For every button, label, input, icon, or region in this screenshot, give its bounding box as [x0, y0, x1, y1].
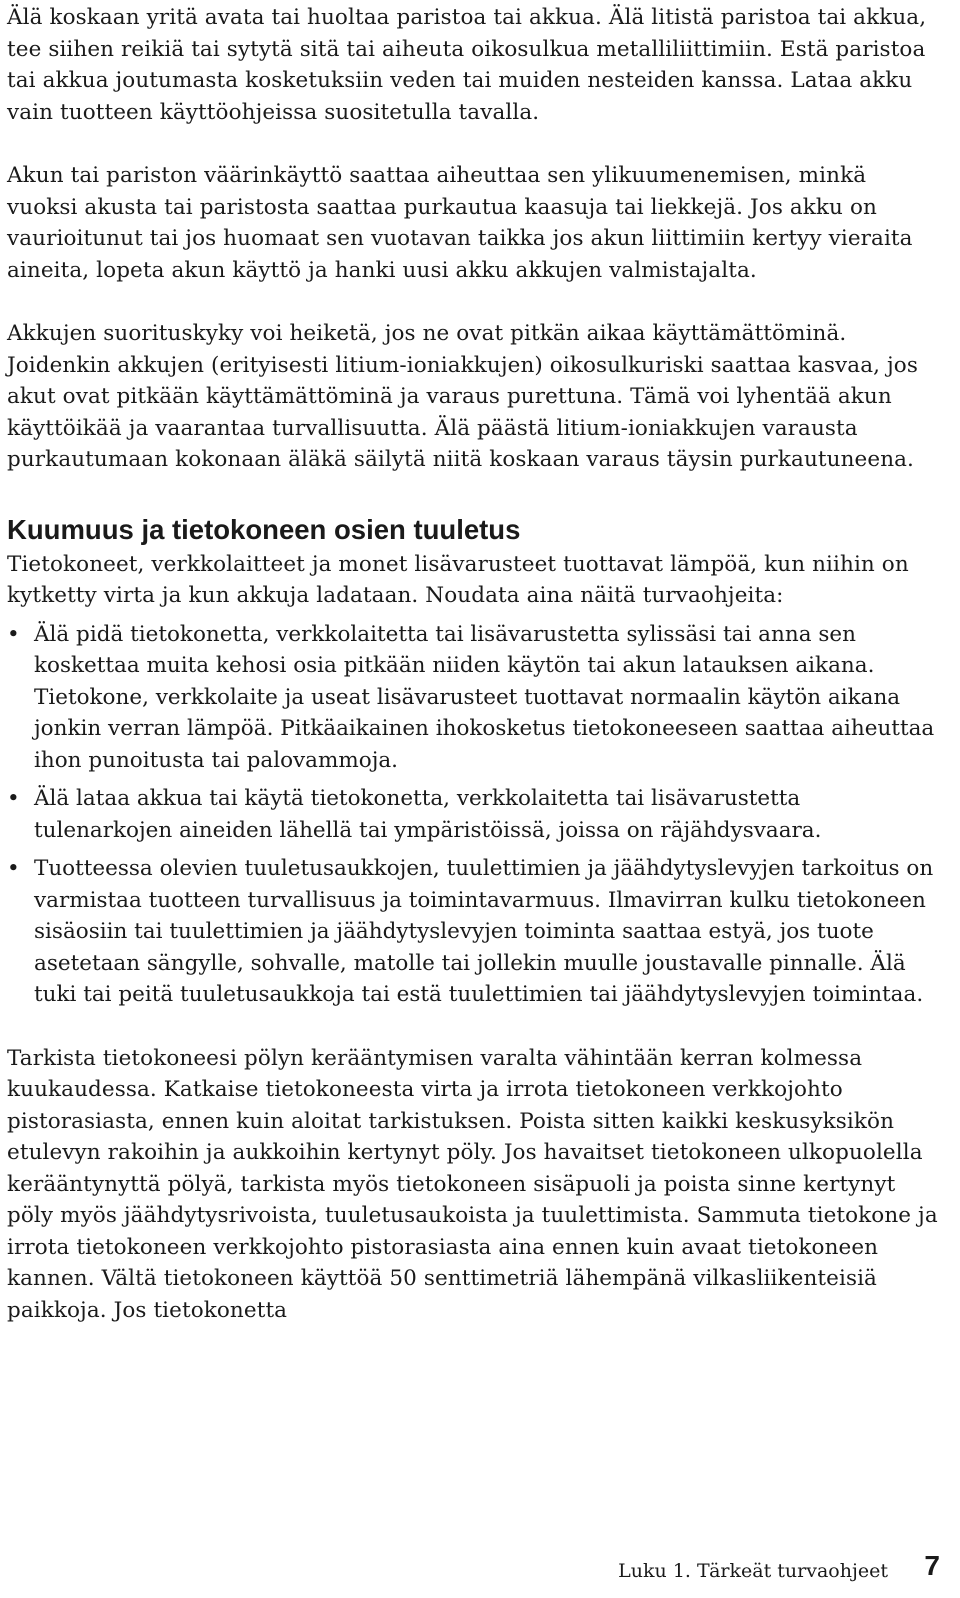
paragraph-dust-check: Tarkista tietokoneesi pölyn kerääntymisen varalta vähintään kerran kolmessa kuukaudessa. Katkaise tietokoneesta virta ja irrota tietokoneen verkkojohto pistorasiasta, ennen kuin aloitat tarkistuksen. Poista sitten kaikki keskusyksikön etulevyn rakoihin ja aukkoihin kertynyt pöly. Jos havaitset tietokoneen ulkopuolella kerääntynyttä pölyä, tarkista myös tietokoneen sisäpuoli ja poista sinne kertynyt pöly myös jäähdytysrivoista, tuuletusaukoista ja tuulettimista. Sammuta tietokone ja irrota tietokoneen verkkojohto pistorasiasta aina ennen kuin avaat tietokoneen kannen. Vältä tietokoneen käyttöä 50 senttimetriä lähempänä vilkasliikenteisiä paikkoja. Jos tietokonetta — [7, 1045, 938, 1323]
paragraph-battery-misuse: Akun tai pariston väärinkäyttö saattaa aiheuttaa sen ylikuumenemisen, minkä vuoksi akusta tai paristosta saattaa purkautua kaasuja tai liekkejä. Jos akku on vaurioitunut tai jos huomaat sen vuotavan taikka jos akun liittimiin kertyy vieraita aineita, lopeta akun käyttö ja hanki uusi akku akkujen valmistajalta. — [7, 163, 913, 283]
paragraph-battery-handling: Älä koskaan yritä avata tai huoltaa paristoa tai akkua. Älä litistä paristoa tai akkua, tee siihen reikiä tai sytytä sitä tai aiheuta oikosulkua metalliliittimiin. Estä paristoa tai akkua joutumasta kosketuksiin veden tai muiden nesteiden kanssa. Lataa akku vain tuotteen käyttöohjeissa suositetulla tavalla. — [7, 5, 927, 125]
bullet-icon: • — [7, 856, 20, 881]
list-item — [7, 783, 942, 846]
list-item-text: Älä pidä tietokonetta, verkkolaitetta tai lisävarustetta sylissäsi tai anna sen koskettaa muita kehosi osia pitkään niiden käytön tai akun latauksen aikana. Tietokone, verkkolaite ja useat lisävarusteet tuottavat normaalin käytön aikana jonkin verran lämpöä. Pitkäaikainen ihokosketus tietokoneeseen saattaa aiheuttaa ihon punoitusta tai palovammoja. — [34, 621, 935, 773]
footer-chapter-title: Luku 1. Tärkeät turvaohjeet — [618, 1560, 888, 1582]
list-item — [7, 853, 942, 1011]
page-content — [7, 2, 942, 1326]
bullet-icon: • — [7, 621, 20, 647]
page-footer — [0, 1532, 960, 1592]
section-heading: Kuumuus ja tietokoneen osien tuuletus — [7, 513, 521, 545]
paragraph-spacer — [7, 1011, 942, 1043]
list-item-text: Tuotteessa olevien tuuletusaukkojen, tuulettimien ja jäähdytyslevyjen tarkoitus on varmistaa tuotteen turvallisuus ja toimintavarmuus. Ilmavirran kulku tietokoneen sisäosiin tai tuulettimien ja jäähdytyslevyjen toiminta saattaa estyä, jos tuote asetetaan sängylle, sohvalle, matolle tai jollekin muulle joustavalle pinnalle. Älä tuki tai peitä tuuletusaukkoja tai estä tuulettimien tai jäähdytyslevyjen toimintaa. — [34, 856, 934, 1007]
list-item-text: Älä lataa akkua tai käytä tietokonetta, verkkolaitetta tai lisävarustetta tulenarkojen aineiden lähellä tai ympäristöissä, joissa on räjähdysvaara. — [34, 786, 822, 843]
bullet-icon: • — [7, 786, 20, 811]
section-spacer — [7, 476, 942, 512]
paragraph-spacer — [7, 128, 942, 160]
paragraph-spacer — [7, 286, 942, 318]
bullet-list — [7, 619, 942, 1011]
page-number: 7 — [924, 1550, 940, 1581]
paragraph-battery-performance: Akkujen suorituskyky voi heiketä, jos ne ovat pitkän aikaa käyttämättöminä. Joidenkin akkujen (erityisesti litium-ioniakkujen) oikosulkuriski saattaa kasvaa, jos akut ovat pitkään käyttämättöminä ja varaus purettuna. Tämä voi lyhentää akun käyttöikää ja vaarantaa turvallisuutta. Älä päästä litium-ioniakkujen varausta purkautumaan kokonaan äläkä säilytä niitä koskaan varaus täysin purkautuneena. — [7, 321, 918, 472]
list-item — [7, 619, 942, 777]
section-intro: Tietokoneet, verkkolaitteet ja monet lisävarusteet tuottavat lämpöä, kun niihin on kytketty virta ja kun akkuja ladataan. Noudata aina näitä turvaohjeita: — [7, 551, 909, 608]
